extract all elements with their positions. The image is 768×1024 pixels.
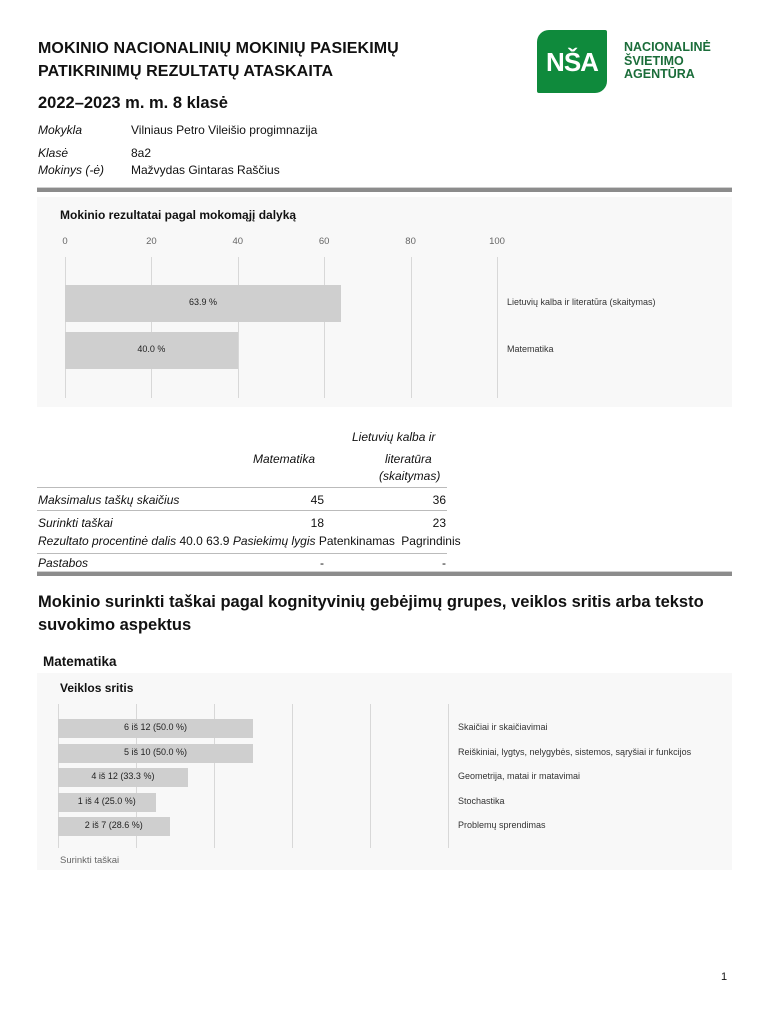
chart1-tick-label: 100 [489, 236, 505, 247]
chart1-gridline [324, 257, 325, 398]
chart1-bar-value: 63.9 % [189, 297, 218, 307]
notes-label: Pastabos [38, 556, 89, 570]
max-points-math: 45 [310, 493, 324, 507]
col-header-lit-3: (skaitymas) [379, 469, 441, 483]
chart1-tick-label: 60 [318, 236, 330, 247]
chart1-gridline [151, 257, 152, 398]
chart2-bar-value: 5 iš 10 (50.0 %) [123, 747, 188, 757]
chart2-xlabel: Surinkti taškai [60, 855, 120, 866]
col-header-lit-2: literatūra [385, 452, 432, 466]
chart1-gridline [65, 257, 66, 398]
section2-heading-line1: Mokinio surinkti taškai pagal kognityvinių gebėjimų grupes, veiklos sritis arba teksto [38, 593, 704, 611]
table-line [37, 487, 447, 488]
percent-values: 40.0 63.9 [179, 534, 230, 548]
section2-heading [38, 591, 704, 637]
chart1-category-label: Matematika [507, 344, 554, 354]
agency-name [624, 41, 711, 82]
level-lit: Pagrindinis [401, 534, 461, 548]
points-label: Surinkti taškai [38, 516, 113, 530]
school-value: Vilniaus Petro Vileišio progimnazija [131, 123, 318, 137]
chart1-tick-label: 40 [232, 236, 244, 247]
student-value: Mažvydas Gintaras Raščius [131, 163, 280, 177]
class-label: Klasė [38, 146, 69, 160]
level-label: Pasiekimų lygis [232, 534, 316, 548]
school-year-subtitle: 2022–2023 m. m. 8 klasė [38, 94, 228, 112]
col-header-lit-1: Lietuvių kalba ir [352, 430, 436, 444]
table-line [37, 510, 447, 511]
percent-row [38, 534, 461, 548]
chart2-bar-value: 6 iš 12 (50.0 %) [123, 722, 188, 732]
points-lit: 23 [432, 516, 446, 530]
chart2-category-label: Geometrija, matai ir matavimai [458, 771, 581, 781]
agency-name-line2: ŠVIETIMO [624, 53, 684, 68]
nsa-logo-icon [537, 30, 607, 93]
chart2-category-label: Skaičiai ir skaičiavimai [458, 722, 548, 732]
notes-math: - [320, 556, 324, 570]
agency-name-line3: AGENTŪRA [624, 67, 695, 81]
student-label: Mokinys (-ė) [38, 163, 105, 177]
percent-label: Rezultato procentinė dalis [38, 534, 177, 548]
section-divider [37, 187, 732, 192]
chart1-gridline [497, 257, 498, 398]
chart2-bar-value: 1 iš 4 (25.0 %) [77, 796, 136, 806]
chart1-tick-label: 20 [146, 236, 157, 247]
chart2-bar-value: 4 iš 12 (33.3 %) [91, 771, 155, 781]
table-line [37, 553, 447, 554]
chart2-gridline [370, 704, 371, 848]
report-title-line2: PATIKRINIMŲ REZULTATŲ ATASKAITA [38, 63, 334, 80]
chart1-gridline [411, 257, 412, 398]
chart1-gridline [238, 257, 239, 398]
logo-mark: NŠA [546, 47, 598, 77]
agency-name-line1: NACIONALINĖ [624, 40, 711, 54]
chart2-gridline [292, 704, 293, 848]
subject-heading: Matematika [43, 654, 117, 669]
section2-heading-line2: suvokimo aspektus [38, 616, 192, 634]
page-number: 1 [721, 971, 728, 983]
points-math: 18 [310, 516, 324, 530]
class-value: 8a2 [131, 146, 152, 160]
chart1-bar-value: 40.0 % [137, 344, 166, 354]
level-math: Patenkinamas [318, 534, 395, 548]
chart2-category-label: Problemų sprendimas [458, 820, 546, 830]
chart1-title: Mokinio rezultatai pagal mokomąjį dalyką [60, 208, 297, 222]
max-points-label: Maksimalus taškų skaičius [38, 493, 180, 507]
chart2-bar-value: 2 iš 7 (28.6 %) [84, 820, 143, 830]
report-title-line1: MOKINIO NACIONALINIŲ MOKINIŲ PASIEKIMŲ [38, 40, 399, 57]
chart2-category-label: Reiškiniai, lygtys, nelygybės, sistemos, sąryšiai ir funkcijos [458, 747, 692, 757]
max-points-lit: 36 [432, 493, 446, 507]
notes-lit: - [442, 556, 446, 570]
chart2-category-label: Stochastika [458, 796, 505, 806]
school-label: Mokykla [38, 123, 83, 137]
chart1-tick-label: 0 [62, 236, 68, 247]
report-title [38, 37, 399, 83]
col-header-math: Matematika [253, 452, 316, 466]
chart2-title: Veiklos sritis [60, 681, 134, 695]
chart2-gridline [448, 704, 449, 848]
chart1-tick-label: 80 [405, 236, 416, 247]
chart1-category-label: Lietuvių kalba ir literatūra (skaitymas) [507, 297, 656, 307]
section-divider [37, 571, 732, 576]
